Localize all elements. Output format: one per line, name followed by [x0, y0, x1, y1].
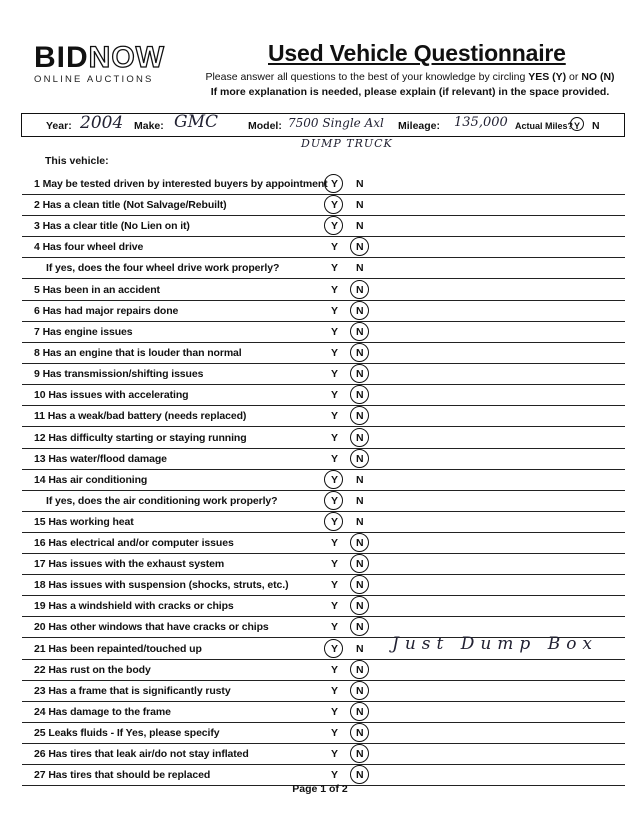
question-label: Has air conditioning: [48, 474, 148, 486]
year-label: Year:: [46, 120, 72, 132]
yes-option[interactable]: Y: [331, 368, 339, 380]
question-text: [34, 453, 167, 465]
question-text: [34, 600, 234, 612]
yes-option[interactable]: Y: [331, 685, 339, 697]
question-number: 2: [34, 199, 40, 211]
yes-option[interactable]: Y: [331, 474, 339, 486]
question-number: 18: [34, 579, 46, 591]
question-text: [34, 727, 220, 739]
no-option[interactable]: N: [356, 474, 364, 486]
question-row: [22, 595, 625, 617]
no-option[interactable]: N: [356, 621, 364, 633]
question-row: [22, 553, 625, 575]
question-number: 8: [34, 347, 40, 359]
question-number: 16: [34, 537, 46, 549]
answer-circle: [324, 216, 343, 235]
page-title: Used Vehicle Questionnaire: [268, 40, 566, 66]
question-text: [34, 643, 202, 655]
question-number: 27: [34, 769, 46, 781]
questions-subheading: This vehicle:: [45, 155, 109, 167]
no-option[interactable]: N: [356, 241, 364, 253]
instructions-line-2: If more explanation is needed, please explain (if relevant) in the space provided.: [210, 86, 610, 98]
year-value[interactable]: 2004: [80, 113, 124, 133]
yes-option[interactable]: Y: [331, 284, 339, 296]
question-label: Has issues with suspension (shocks, struts, etc.): [48, 579, 289, 591]
no-option[interactable]: N: [356, 284, 364, 296]
question-row: [22, 743, 625, 765]
no-option[interactable]: N: [356, 326, 364, 338]
question-row: [22, 701, 625, 723]
actual-miles-no[interactable]: N: [592, 120, 600, 132]
question-number: 21: [34, 643, 46, 655]
instructions-line-1: Please answer all questions to the best of your knowledge by circling YES (Y) or NO (N): [205, 71, 615, 83]
question-label: Has electrical and/or computer issues: [48, 537, 234, 549]
answer-circle: [324, 195, 343, 214]
question-label: Has had major repairs done: [42, 305, 179, 317]
answer-circle: [350, 449, 369, 468]
question-label: Has a frame that is significantly rusty: [48, 685, 231, 697]
question-label: Has an engine that is louder than normal: [42, 347, 242, 359]
question-text: [34, 685, 231, 697]
question-row: [22, 405, 625, 427]
question-row: [22, 634, 625, 660]
question-row: [22, 574, 625, 596]
question-number: 23: [34, 685, 46, 697]
question-row: [22, 469, 625, 491]
question-number: 10: [34, 389, 46, 401]
answer-circle: [350, 385, 369, 404]
question-number: 25: [34, 727, 46, 739]
question-text: [34, 220, 190, 232]
question-label: Has difficulty starting or staying running: [48, 432, 247, 444]
question-number: 24: [34, 706, 46, 718]
yes-option[interactable]: Y: [331, 432, 339, 444]
question-number: 4: [34, 241, 40, 253]
question-row: [22, 300, 625, 322]
yes-option[interactable]: Y: [331, 453, 339, 465]
yes-option[interactable]: Y: [331, 199, 339, 211]
question-text: [34, 284, 160, 296]
question-row: [22, 215, 625, 237]
question-text: [34, 241, 143, 253]
question-label: Has been repainted/touched up: [48, 643, 202, 655]
question-text: [34, 178, 328, 190]
yes-option[interactable]: Y: [331, 241, 339, 253]
answer-circle: [350, 301, 369, 320]
answer-circle: [324, 174, 343, 193]
question-number: 22: [34, 664, 46, 676]
mileage-value[interactable]: 135,000: [454, 115, 508, 130]
page-number: Page 1 of 2: [292, 783, 348, 795]
yes-option[interactable]: Y: [331, 262, 339, 274]
answer-circle: [324, 470, 343, 489]
yes-option[interactable]: Y: [331, 664, 339, 676]
answer-circle: [350, 322, 369, 341]
question-text: [34, 748, 249, 760]
yes-option[interactable]: Y: [331, 347, 339, 359]
yes-option[interactable]: Y: [331, 537, 339, 549]
question-row: [22, 722, 625, 744]
question-row: [22, 532, 625, 554]
no-option[interactable]: N: [356, 389, 364, 401]
question-label: Has a clean title (Not Salvage/Rebuilt): [42, 199, 227, 211]
question-text: [34, 432, 247, 444]
model-value-line-2: DUMP TRUCK: [301, 137, 393, 150]
question-text: [46, 262, 279, 274]
no-option[interactable]: N: [356, 769, 364, 781]
question-number: 1: [34, 178, 40, 190]
question-label: Has issues with accelerating: [48, 389, 189, 401]
question-row: [22, 236, 625, 258]
question-text: [34, 326, 133, 338]
question-text: [46, 495, 278, 507]
answer-circle: [350, 364, 369, 383]
question-text: [34, 516, 134, 528]
yes-option[interactable]: Y: [331, 643, 339, 655]
answer-circle: [350, 660, 369, 679]
yes-option[interactable]: Y: [331, 769, 339, 781]
question-label: Has damage to the frame: [48, 706, 171, 718]
no-option[interactable]: N: [356, 199, 364, 211]
question-label: Has issues with the exhaust system: [48, 558, 225, 570]
no-option[interactable]: N: [356, 558, 364, 570]
no-option[interactable]: N: [356, 220, 364, 232]
answer-circle: [350, 765, 369, 784]
answer-circle: [350, 406, 369, 425]
question-number: 17: [34, 558, 46, 570]
answer-circle: [350, 554, 369, 573]
question-text: [34, 410, 246, 422]
question-row: [22, 173, 625, 195]
no-option[interactable]: N: [356, 643, 364, 655]
vehicle-info-box: [21, 113, 625, 137]
yes-option[interactable]: Y: [331, 389, 339, 401]
logo-tagline: ONLINE AUCTIONS: [34, 74, 154, 85]
question-number: 11: [34, 410, 45, 422]
answer-circle: [350, 533, 369, 552]
answer-circle: [324, 639, 343, 658]
yes-option[interactable]: Y: [331, 516, 339, 528]
no-option[interactable]: N: [356, 516, 364, 528]
question-text: [34, 305, 178, 317]
no-option[interactable]: N: [356, 537, 364, 549]
question-label: Leaks fluids - If Yes, please specify: [48, 727, 220, 739]
instructions: [200, 70, 620, 100]
question-label: Has water/flood damage: [48, 453, 167, 465]
yes-option[interactable]: Y: [331, 495, 339, 507]
question-text: [34, 474, 147, 486]
question-row: [22, 659, 625, 681]
question-number: 15: [34, 516, 46, 528]
question-row: [22, 680, 625, 702]
yes-option[interactable]: Y: [331, 621, 339, 633]
actual-miles-label: Actual Miles?: [515, 121, 574, 131]
question-text: [34, 769, 210, 781]
question-text: [34, 537, 234, 549]
mileage-label: Mileage:: [398, 120, 441, 132]
yes-option[interactable]: Y: [331, 579, 339, 591]
answer-circle: [350, 575, 369, 594]
question-label: Has transmission/shifting issues: [42, 368, 204, 380]
make-label: Make:: [134, 120, 164, 132]
question-text: [34, 706, 171, 718]
yes-option[interactable]: Y: [331, 748, 339, 760]
question-label: Has working heat: [48, 516, 134, 528]
question-text: [34, 558, 224, 570]
question-number: 26: [34, 748, 46, 760]
question-number: 20: [34, 621, 46, 633]
question-row: [22, 427, 625, 449]
logo-wordmark: BIDNOW: [34, 41, 165, 74]
question-text: [34, 347, 242, 359]
question-label: Has tires that should be replaced: [48, 769, 211, 781]
answer-circle: [350, 702, 369, 721]
model-label: Model:: [248, 120, 282, 132]
question-label: Has rust on the body: [48, 664, 151, 676]
answer-circle: [350, 596, 369, 615]
bidnow-logo: [34, 41, 194, 85]
answer-circle: [350, 681, 369, 700]
question-label: Has a windshield with cracks or chips: [48, 600, 234, 612]
question-text: [34, 579, 289, 591]
question-number: 5: [34, 284, 40, 296]
question-label: Has a clear title (No Lien on it): [42, 220, 190, 232]
question-number: 12: [34, 432, 46, 444]
question-label: If yes, does the air conditioning work properly?: [46, 495, 278, 507]
no-option[interactable]: N: [356, 410, 364, 422]
answer-circle: [350, 617, 369, 636]
yes-option[interactable]: Y: [331, 600, 339, 612]
no-option[interactable]: N: [356, 368, 364, 380]
answer-circle: [350, 723, 369, 742]
question-label: May be tested driven by interested buyers by appointment: [42, 178, 328, 190]
answer-circle: [324, 512, 343, 531]
question-text: [34, 664, 151, 676]
no-option[interactable]: N: [356, 495, 364, 507]
no-option[interactable]: N: [356, 685, 364, 697]
question-row: [22, 342, 625, 364]
yes-option[interactable]: Y: [331, 727, 339, 739]
yes-option[interactable]: Y: [331, 220, 339, 232]
question-row: [22, 384, 625, 406]
yes-option[interactable]: Y: [331, 326, 339, 338]
question-number: 14: [34, 474, 46, 486]
question-text: [34, 199, 227, 211]
question-text: [34, 621, 269, 633]
question-row: [22, 321, 625, 343]
question-number: 13: [34, 453, 46, 465]
question-row: [22, 363, 625, 385]
make-value[interactable]: GMC: [174, 112, 218, 132]
handwritten-note[interactable]: Just Dump Box: [392, 634, 599, 654]
no-option[interactable]: N: [356, 453, 364, 465]
question-label: Has engine issues: [42, 326, 133, 338]
no-option[interactable]: N: [356, 305, 364, 317]
question-number: 9: [34, 368, 40, 380]
no-option[interactable]: N: [356, 748, 364, 760]
question-label: If yes, does the four wheel drive work properly?: [46, 262, 280, 274]
question-row: [22, 490, 625, 512]
question-number: 3: [34, 220, 40, 232]
actual-miles-yes[interactable]: Y: [574, 121, 581, 131]
question-text: [34, 368, 203, 380]
answer-circle: [324, 491, 343, 510]
question-row: [22, 279, 625, 301]
no-option[interactable]: N: [356, 262, 364, 274]
no-option[interactable]: N: [356, 178, 364, 190]
no-option[interactable]: N: [356, 347, 364, 359]
yes-option[interactable]: Y: [331, 178, 339, 190]
question-row: [22, 194, 625, 216]
no-option[interactable]: N: [356, 600, 364, 612]
question-row: [22, 511, 625, 533]
no-option[interactable]: N: [356, 706, 364, 718]
no-option[interactable]: N: [356, 579, 364, 591]
question-label: Has a weak/bad battery (needs replaced): [47, 410, 247, 422]
no-option[interactable]: N: [356, 664, 364, 676]
actual-miles-circle: [570, 117, 584, 131]
answer-circle: [350, 237, 369, 256]
yes-option[interactable]: Y: [331, 305, 339, 317]
question-label: Has tires that leak air/do not stay inflated: [48, 748, 249, 760]
no-option[interactable]: N: [356, 432, 364, 444]
no-option[interactable]: N: [356, 727, 364, 739]
yes-option[interactable]: Y: [331, 410, 339, 422]
model-value[interactable]: 7500 Single Axl: [288, 116, 384, 130]
question-label: Has other windows that have cracks or chips: [48, 621, 269, 633]
question-label: Has four wheel drive: [42, 241, 144, 253]
question-row: [22, 257, 625, 279]
question-number: 19: [34, 600, 46, 612]
question-number: 7: [34, 326, 40, 338]
answer-circle: [350, 343, 369, 362]
yes-option[interactable]: Y: [331, 558, 339, 570]
question-label: Has been in an accident: [42, 284, 160, 296]
question-number: 6: [34, 305, 40, 317]
question-text: [34, 389, 189, 401]
answer-circle: [350, 428, 369, 447]
yes-option[interactable]: Y: [331, 706, 339, 718]
answer-circle: [350, 280, 369, 299]
answer-circle: [350, 744, 369, 763]
question-row: [22, 448, 625, 470]
